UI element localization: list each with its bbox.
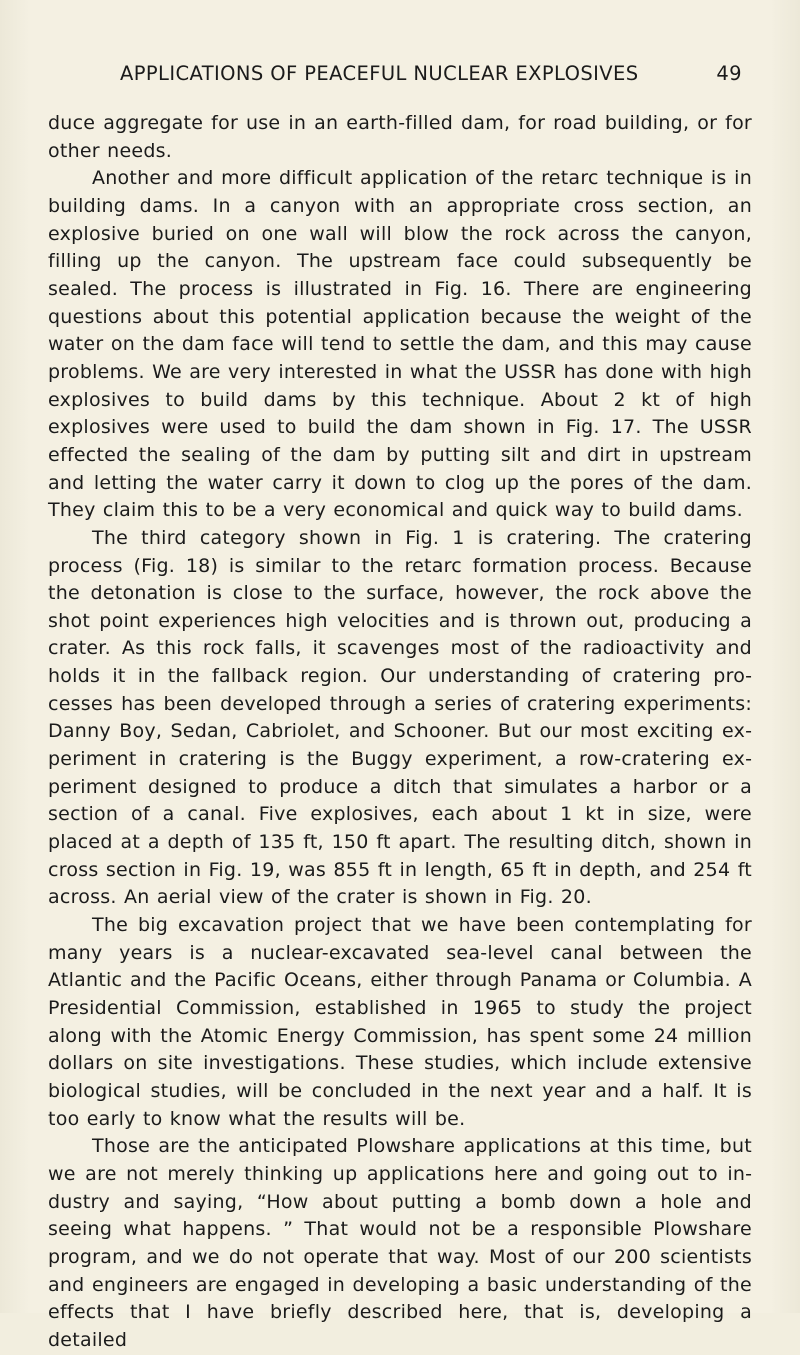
running-title: APPLICATIONS OF PEACEFUL NUCLEAR EXPLOSIVES: [120, 62, 639, 85]
running-header: [48, 62, 752, 96]
paragraph-dams: Another and more difficult application of the retarc technique is in building dams. In a canyon with an appropriate cross section, an explosive buried on one wall will blow the rock across the canyon, filling up the canyon. The upstream face could subsequently be sealed. The process is illustrated in Fig. 16. There are engineering questions about this potential application because the weight of the water on the dam face will tend to settle the dam, and this may cause problems. We are very interested in what the USSR has done with high explosives to build dams by this technique. About 2 kt of high explosives were used to build the dam shown in Fig. 17. The USSR effected the sealing of the dam by putting silt and dirt in upstream and letting the water carry it down to clog up the pores of the dam. They claim this to be a very economical and quick way to build dams.: [48, 167, 752, 522]
page-number: 49: [716, 62, 742, 85]
paragraph-sea-level-canal: The big excavation project that we have been contemplating for many years is a nuclear-excavated sea-level canal between the Atlantic and the Pacific Oceans, either through Panama or Columbia. A Presidential Commission, established in 1965 to study the project along with the Atomic Energy Commission, has spent some 24 million dollars on site investigations. These studies, which include extensive biological studies, will be concluded in the next year and a half. It is too early to know what the results will be.: [48, 914, 752, 1130]
paragraph-plowshare-program: Those are the anticipated Plowshare applications at this time, but we are not merely thinking up applications here and going out to industry and saying, “How about putting a bomb down a hole and seeing what happens. ” That would not be a responsible Plowshare program, and we do not operate that way. Most of our 200 scientists and engineers are engaged in developing a basic understanding of the effects that I have briefly described here, that is, developing a detailed: [48, 1135, 752, 1351]
paragraph-continuation: duce aggregate for use in an earth-filled dam, for road building, or for other needs.: [48, 112, 752, 162]
paragraph-cratering: The third category shown in Fig. 1 is cratering. The cratering process (Fig. 18) is similar to the retarc formation process. Because the detonation is close to the surface, however, the rock above the shot point experiences high velocities and is thrown out, producing a crater. As this rock falls, it scavenges most of the radioactivity and holds it in the fallback region. Our understanding of cratering processes has been developed through a series of cratering experiments: Danny Boy, Sedan, Cabriolet, and Schooner. But our most exciting experiment in cratering is the Buggy experiment, a row-cratering experiment designed to produce a ditch that simulates a harbor or a section of a canal. Five explosives, each about 1 kt in size, were placed at a depth of 135 ft, 150 ft apart. The resulting ditch, shown in cross section in Fig. 19, was 855 ft in length, 65 ft in depth, and 254 ft across. An aerial view of the crater is shown in Fig. 20.: [48, 526, 752, 909]
body-text: [48, 110, 752, 1355]
